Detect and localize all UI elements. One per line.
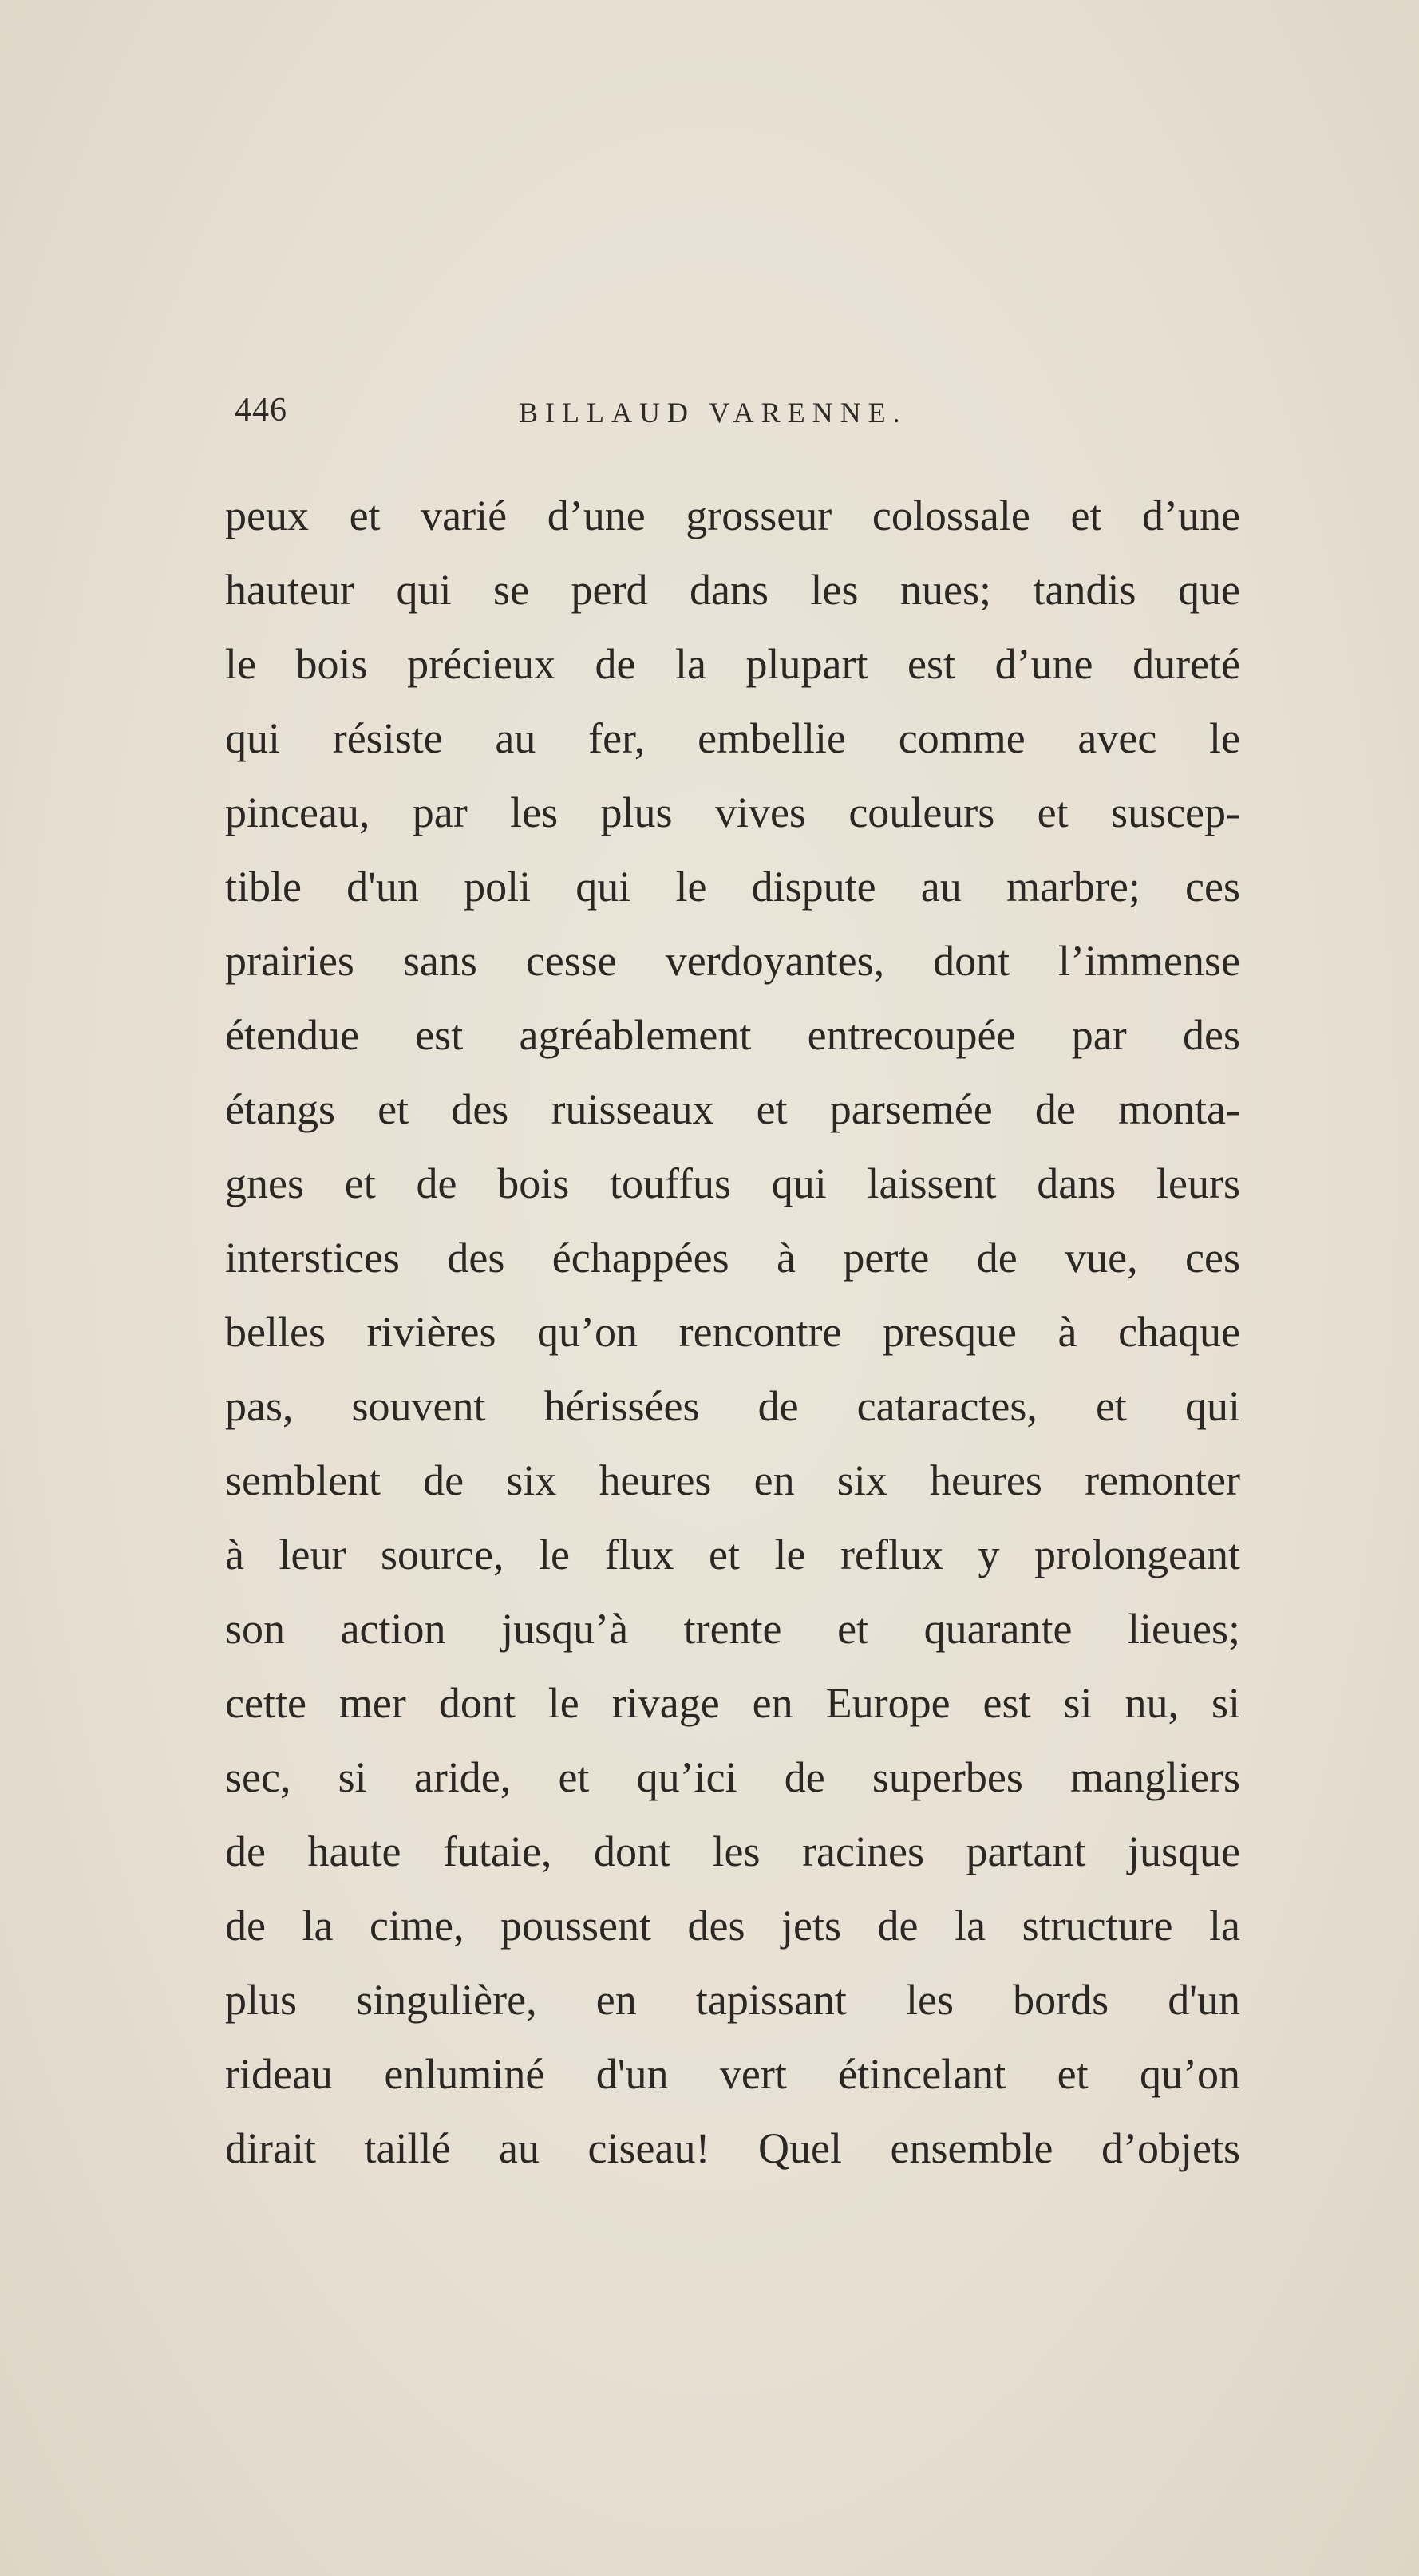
text-line: tible d'un poli qui le dispute au marbre; ces: [225, 863, 1240, 911]
text-line: hauteur qui se perd dans les nues; tandis que: [225, 566, 1240, 614]
text-line: peux et varié d’une grosseur colossale et d’une: [225, 492, 1240, 539]
text-line: gnes et de bois touffus qui laissent dans leurs: [225, 1160, 1240, 1207]
page-header: [231, 391, 1245, 439]
text-line: à leur source, le flux et le reflux y prolongeant: [225, 1531, 1240, 1578]
text-line: dirait taillé au ciseau! Quel ensemble d’objets: [225, 2124, 1240, 2172]
text-line: semblent de six heures en six heures remonter: [225, 1456, 1240, 1504]
text-line: cette mer dont le rivage en Europe est si nu, si: [225, 1679, 1240, 1727]
page-number: 446: [235, 392, 287, 429]
running-head: BILLAUD VARENNE.: [519, 397, 907, 429]
text-line: rideau enluminé d'un vert étincelant et qu’on: [225, 2050, 1240, 2098]
text-line: belles rivières qu’on rencontre presque à chaque: [225, 1308, 1240, 1356]
text-line: de haute futaie, dont les racines partant jusque: [225, 1827, 1240, 1875]
text-line: le bois précieux de la plupart est d’une dureté: [225, 640, 1240, 688]
text-line: pas, souvent hérissées de cataractes, et qui: [225, 1382, 1240, 1430]
text-line: de la cime, poussent des jets de la structure la: [225, 1902, 1240, 1950]
text-line: son action jusqu’à trente et quarante lieues;: [225, 1605, 1240, 1653]
text-line: pinceau, par les plus vives couleurs et suscep-: [225, 788, 1240, 836]
text-line: interstices des échappées à perte de vue, ces: [225, 1234, 1240, 1282]
body-text: [225, 479, 1240, 2186]
text-line: sec, si aride, et qu’ici de superbes mangliers: [225, 1753, 1240, 1801]
text-line: prairies sans cesse verdoyantes, dont l’immense: [225, 937, 1240, 985]
text-line: qui résiste au fer, embellie comme avec le: [225, 714, 1240, 762]
text-line: étendue est agréablement entrecoupée par des: [225, 1011, 1240, 1059]
text-line: plus singulière, en tapissant les bords d'un: [225, 1976, 1240, 2024]
text-line: étangs et des ruisseaux et parsemée de monta-: [225, 1085, 1240, 1133]
